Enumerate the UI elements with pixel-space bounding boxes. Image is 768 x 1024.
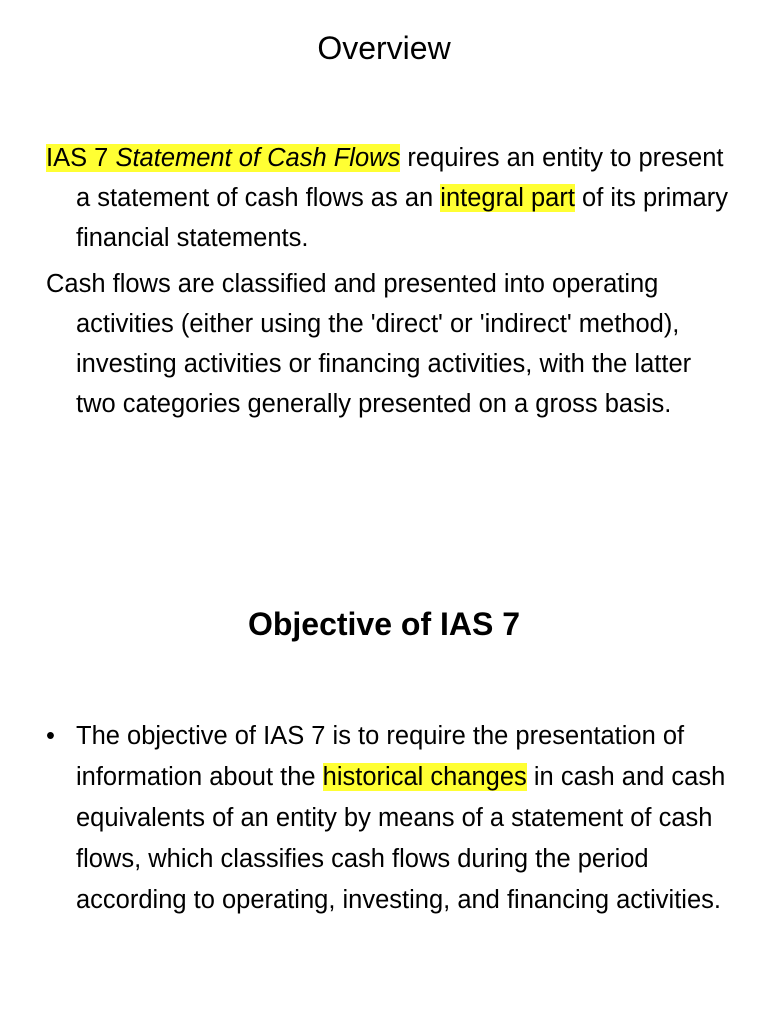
paragraph-ias7-requirement — [46, 138, 736, 258]
bullet-text-b: in cash and cash equivalents of an entity by means of a statement of cash flows, which classifies cash flows during the period according to operating, investing, and financing activities. — [76, 763, 726, 914]
bullet-item-objective — [46, 716, 736, 921]
objective-bullet-list — [46, 716, 736, 921]
bullet-text-a: The objective of IAS 7 is to require the presentation of information about the — [76, 722, 685, 791]
ias7-label: IAS 7 — [46, 144, 116, 172]
overview-body — [46, 138, 736, 430]
slide-title-objective: Objective of IAS 7 — [247, 606, 521, 642]
statement-of-cash-flows-title: Statement of Cash Flows — [115, 144, 401, 172]
paragraph-classification: Cash flows are classified and presented into operating activities (either using the 'direct' or 'indirect' method), investing activities or financing activities, with the latter two categories generally presented on a gross basis. — [46, 270, 692, 418]
paragraph-text-b: of its primary financial statements. — [76, 184, 728, 252]
bullet-dot-icon: • — [46, 722, 55, 750]
paragraph-text-a: requires an entity to present a statement of cash flows as an — [76, 144, 724, 212]
highlight-integral-part: integral part — [440, 184, 575, 212]
highlight-ias7-title — [46, 144, 400, 172]
slide-title-overview: Overview — [317, 30, 451, 66]
highlight-historical-changes: historical changes — [322, 763, 527, 791]
